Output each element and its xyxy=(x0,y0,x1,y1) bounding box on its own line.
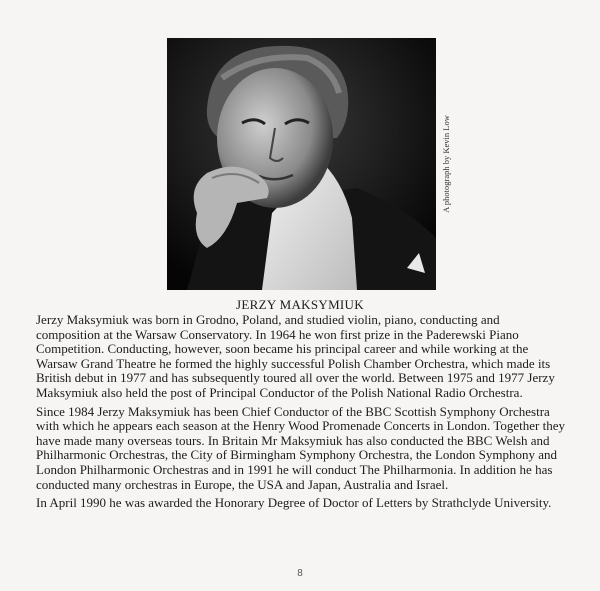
photo-caption: JERZY MAKSYMIUK xyxy=(236,297,364,312)
photo-credit-text: A photograph by Kevin Low xyxy=(441,115,451,213)
page-number: 8 xyxy=(297,568,303,579)
bio-paragraph-3: In April 1990 he was awarded the Honorary Degree of Doctor of Letters by Strathclyde University. xyxy=(36,495,552,511)
photo-credit xyxy=(436,38,456,290)
portrait-photo xyxy=(167,38,436,290)
bio-paragraph-2: Since 1984 Jerzy Maksymiuk has been Chief Conductor of the BBC Scottish Symphony Orchestra with which he appears each season at the Henry Wood Promenade Concerts in London. Together they have made many overseas tours. In Britain Mr Maksymiuk has also conducted the BBC Welsh and Philharmonic Orchestras, the City of Birmingham Symphony Orchestra, the London Symphony and London Philharmonic Orchestras and in 1991 he will conduct The Philharmonia. In addition he has conducted many orchestras in Europe, the USA and Japan, Australia and Israel. xyxy=(36,403,565,492)
biography-text xyxy=(36,313,566,515)
portrait-illustration xyxy=(167,38,436,290)
bio-paragraph-1: Jerzy Maksymiuk was born in Grodno, Poland, and studied violin, piano, conducting and composition at the Warsaw Conservatory. In 1964 he won first prize in the Paderewski Piano Competition. Conducting, however, soon became his principal career and while working at the Warsaw Grand Theatre he formed the highly successful Polish Chamber Orchestra, which made its British debut in 1977 and has subsequently toured all over the world. Between 1975 and 1977 Jerzy Maksymiuk also held the post of Principal Conductor of the Polish National Radio Orchestra. xyxy=(36,312,555,400)
